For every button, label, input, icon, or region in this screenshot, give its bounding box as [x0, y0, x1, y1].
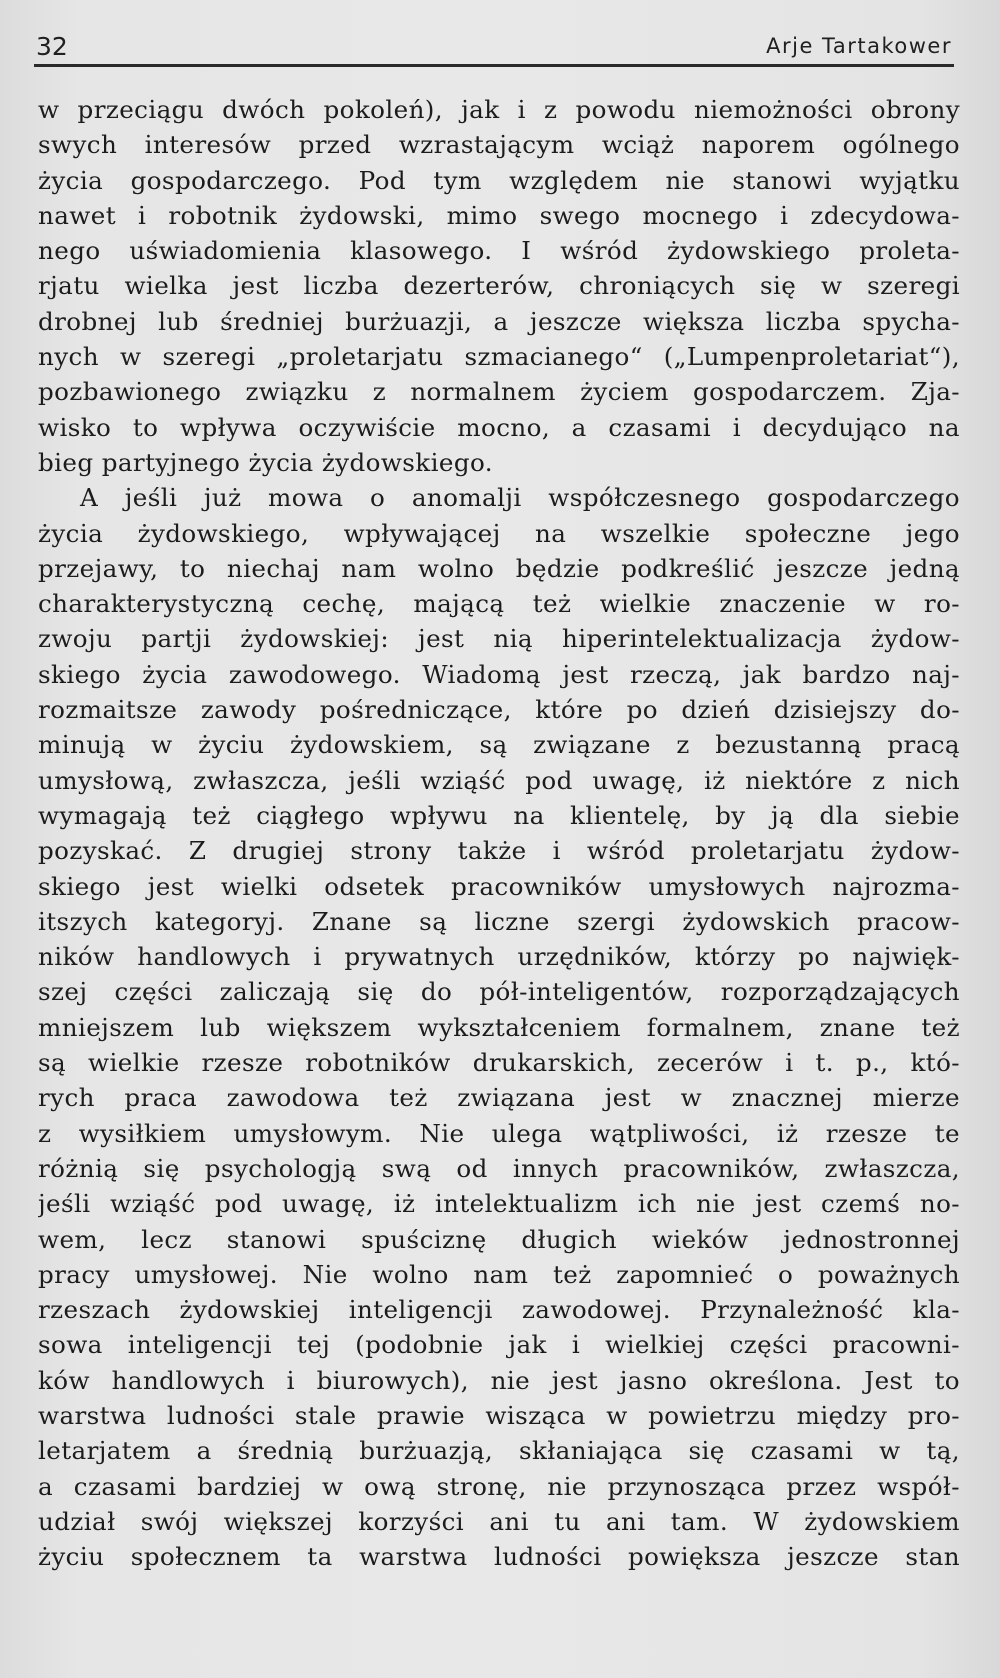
text-line: wisko to wpływa oczywiście mocno, a czasami i decydująco na: [38, 412, 960, 442]
header-rule: [34, 64, 954, 67]
text-line: rych praca zawodowa też związana jest w znacznej mierze: [38, 1083, 960, 1113]
text-line: minują w życiu żydowskiem, są związane z bezustanną pracą: [38, 730, 960, 760]
text-line: rzeszach żydowskiej inteligencji zawodowej. Przynależność kla-: [38, 1295, 960, 1325]
text-line: rjatu wielka jest liczba dezerterów, chroniących się w szeregi: [38, 271, 960, 301]
text-line: mniejszem lub większem wykształceniem formalnem, znane też: [38, 1012, 960, 1042]
text-line: sowa inteligencji tej (podobnie jak i wielkiej części pracowni-: [38, 1330, 960, 1360]
text-line: ników handlowych i prywatnych urzędników, którzy po najwięk-: [38, 942, 960, 972]
text-line: nych w szeregi „proletarjatu szmacianego“ („Lumpenproletariat“),: [38, 342, 960, 372]
text-line: drobnej lub średniej burżuazji, a jeszcze większa liczba spycha-: [38, 306, 960, 336]
text-line: a czasami bardziej w ową stronę, nie przynosząca przez współ-: [38, 1471, 960, 1501]
text-line: skiego życia zawodowego. Wiadomą jest rzeczą, jak bardzo naj-: [38, 659, 960, 689]
text-line: charakterystyczną cechę, mającą też wielkie znaczenie w ro-: [38, 589, 960, 619]
running-head: Arje Tartakower: [766, 34, 952, 58]
text-line: wem, lecz stanowi spuściznę długich wieków jednostronnej: [38, 1224, 960, 1254]
text-line: nego uświadomienia klasowego. I wśród żydowskiego proleta-: [38, 236, 960, 266]
text-line: ków handlowych i biurowych), nie jest jasno określona. Jest to: [38, 1365, 960, 1395]
text-line: zwoju partji żydowskiej: jest nią hiperintelektualizacja żydow-: [38, 624, 960, 654]
text-line: jeśli wziąść pod uwagę, iż intelektualizm ich nie jest czemś no-: [38, 1189, 960, 1219]
text-line: pozbawionego związku z normalnem życiem gospodarczem. Zja-: [38, 377, 960, 407]
text-line: życia gospodarczego. Pod tym względem nie stanowi wyjątku: [38, 165, 960, 195]
text-line: z wysiłkiem umysłowym. Nie ulega wątpliwości, iż rzesze te: [38, 1118, 960, 1148]
text-line: pracy umysłowej. Nie wolno nam też zapomnieć o poważnych: [38, 1259, 960, 1289]
text-line: szej części zaliczają się do pół-inteligentów, rozporządzających: [38, 977, 960, 1007]
body-text: [38, 92, 960, 1574]
text-line: rozmaitsze zawody pośredniczące, które po dzień dzisiejszy do-: [38, 695, 960, 725]
text-line: życiu społecznem ta warstwa ludności powiększa jeszcze stan: [38, 1542, 960, 1572]
text-line: umysłową, zwłaszcza, jeśli wziąść pod uwagę, iż niektóre z nich: [38, 765, 960, 795]
text-line: bieg partyjnego życia żydowskiego.: [38, 447, 493, 477]
page-number: 32: [36, 32, 68, 61]
text-line: swych interesów przed wzrastającym wciąż naporem ogólnego: [38, 130, 960, 160]
text-line: pozyskać. Z drugiej strony także i wśród proletarjatu żydow-: [38, 836, 960, 866]
text-line: są wielkie rzesze robotników drukarskich, zecerów i t. p., któ-: [38, 1048, 960, 1078]
text-line: warstwa ludności stale prawie wisząca w powietrzu między pro-: [38, 1400, 960, 1430]
text-line: w przeciągu dwóch pokoleń), jak i z powodu niemożności obrony: [38, 95, 960, 124]
text-line: letarjatem a średnią burżuazją, skłaniająca się czasami w tą,: [38, 1436, 960, 1466]
text-line: różnią się psychologją swą od innych pracowników, zwłaszcza,: [38, 1153, 960, 1183]
text-line: przejawy, to niechaj nam wolno będzie podkreślić jeszcze jedną: [38, 553, 960, 583]
text-line: A jeśli już mowa o anomalji współczesnego gospodarczego: [80, 483, 960, 513]
text-line: wymagają też ciągłego wpływu na klientelę, by ją dla siebie: [38, 800, 960, 830]
text-line: skiego jest wielki odsetek pracowników umysłowych najrozma-: [38, 871, 960, 901]
text-line: życia żydowskiego, wpływającej na wszelkie społeczne jego: [38, 518, 960, 548]
page-header: [34, 28, 954, 68]
text-line: nawet i robotnik żydowski, mimo swego mocnego i zdecydowa-: [38, 200, 960, 230]
text-line: udział swój większej korzyści ani tu ani tam. W żydowskiem: [38, 1506, 960, 1536]
text-line: itszych kategoryj. Znane są liczne szergi żydowskich pracow-: [38, 906, 960, 936]
